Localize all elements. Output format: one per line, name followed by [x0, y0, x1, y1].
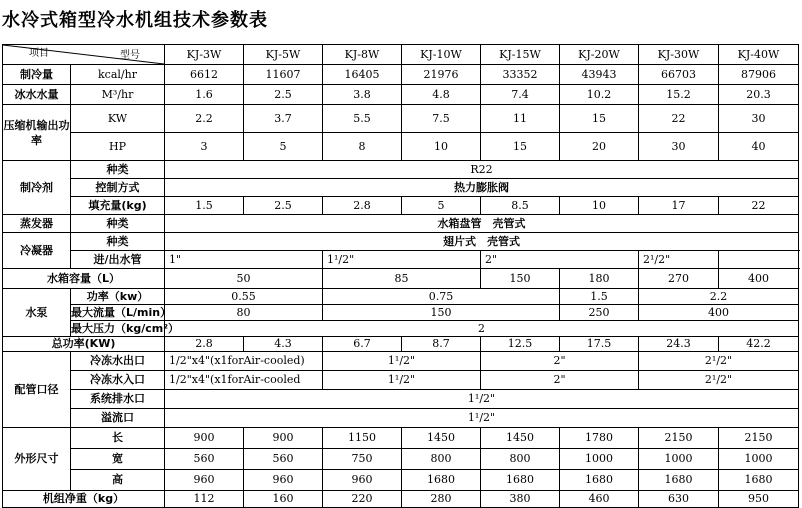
sub-label: 宽: [71, 449, 165, 470]
spec-table: [2, 44, 799, 508]
table-cell: 1¹/2": [165, 409, 799, 428]
sub-label: 冷冻水出口: [71, 352, 165, 371]
table-cell: 1780: [560, 428, 639, 449]
sub-label: 功率（kw）: [71, 289, 165, 305]
table-cell: 水箱盘管 壳管式: [165, 215, 799, 233]
table-cell: 11: [481, 105, 560, 133]
table-cell: 7.5: [402, 105, 481, 133]
table-cell: 400: [719, 269, 799, 289]
table-cell: 2.2: [639, 289, 799, 305]
row-label: 蒸发器: [3, 215, 71, 233]
table-cell: 1/2"x4"(x1forAir-cooled: [165, 371, 323, 390]
table-cell: 2¹/2": [639, 251, 719, 269]
table-cell: 2150: [639, 428, 719, 449]
pump-power-row: [3, 289, 799, 305]
tank-row: [3, 269, 799, 289]
table-cell: 50: [165, 269, 323, 289]
sub-label: 最大压力（kg/cm²）: [71, 321, 180, 335]
table-cell: 560: [244, 449, 323, 470]
sub-label: 溢流口: [71, 409, 165, 428]
table-cell: 21976: [402, 65, 481, 85]
evaporator-row: [3, 215, 799, 233]
table-cell: 1000: [560, 449, 639, 470]
pump-pressure-row: [3, 321, 799, 337]
table-cell: 1.5: [165, 197, 244, 215]
table-cell: 2": [481, 371, 639, 390]
table-cell: 2": [481, 251, 639, 269]
dimensions-width-row: [3, 449, 799, 470]
table-cell: 6612: [165, 65, 244, 85]
table-cell: 1¹/2": [323, 352, 481, 371]
table-cell: 1000: [719, 449, 799, 470]
table-cell: 2150: [719, 428, 799, 449]
table-cell: 1": [165, 251, 323, 269]
table-cell: 150: [323, 305, 560, 321]
table-cell: 翅片式 壳管式: [165, 233, 799, 251]
item-label: 项目: [29, 48, 49, 59]
cooling-row: [3, 65, 799, 85]
table-cell: 1¹/2": [165, 390, 799, 409]
table-cell: 1680: [639, 470, 719, 491]
table-cell: 10: [560, 197, 639, 215]
table-cell: 4.8: [402, 85, 481, 105]
table-cell: 80: [165, 305, 323, 321]
row-label: 水泵: [3, 289, 71, 337]
sub-label: 填充量(kg): [71, 197, 165, 215]
table-cell: 900: [244, 428, 323, 449]
row-label: 配管口径: [3, 352, 71, 428]
table-cell: 3.7: [244, 105, 323, 133]
sub-label: 冷冻水入口: [71, 371, 165, 390]
table-cell: 66703: [639, 65, 719, 85]
piping-outlet-row: [3, 352, 799, 371]
model-header: KJ-5W: [244, 45, 323, 65]
header-diagonal-cell: [3, 45, 165, 65]
row-label: 水箱容量（L）: [3, 269, 165, 289]
table-cell: 12.5: [481, 337, 560, 352]
row-label: 外形尺寸: [3, 428, 71, 491]
table-cell: 1680: [481, 470, 560, 491]
table-cell: 22: [719, 197, 799, 215]
row-label: 冷凝器: [3, 233, 71, 269]
sub-label: 最大流量（L/min）: [71, 305, 172, 319]
row-label: 制冷剂: [3, 161, 71, 215]
table-cell: 800: [402, 449, 481, 470]
table-cell: 16405: [323, 65, 402, 85]
chilled-water-row: [3, 85, 799, 105]
table-cell: 33352: [481, 65, 560, 85]
model-header: KJ-3W: [165, 45, 244, 65]
table-cell: 280: [402, 491, 481, 508]
weight-row: [3, 491, 799, 508]
sub-label: 高: [71, 470, 165, 491]
table-cell: 400: [639, 305, 799, 321]
table-cell: 2.5: [244, 197, 323, 215]
table-cell: 42.2: [719, 337, 799, 352]
page-title: 水冷式箱型冷水机组技术参数表: [2, 10, 268, 31]
piping-inlet-row: [3, 371, 799, 390]
table-cell: 20: [560, 133, 639, 161]
table-cell: 24.3: [639, 337, 719, 352]
sub-label: 种类: [71, 161, 165, 179]
table-cell: 17.5: [560, 337, 639, 352]
table-cell: R22: [165, 161, 799, 179]
sub-label: 长: [71, 428, 165, 449]
table-cell: 10: [402, 133, 481, 161]
table-cell: 11607: [244, 65, 323, 85]
model-header: KJ-30W: [639, 45, 719, 65]
table-cell: 6.7: [323, 337, 402, 352]
compressor-hp-row: [3, 133, 799, 161]
sub-label: 控制方式: [71, 179, 165, 197]
table-cell: 1450: [402, 428, 481, 449]
table-cell: 5: [402, 197, 481, 215]
table-cell: 270: [639, 269, 719, 289]
table-cell: 1¹/2": [323, 371, 481, 390]
model-header: KJ-8W: [323, 45, 402, 65]
table-cell: 220: [323, 491, 402, 508]
model-header: KJ-15W: [481, 45, 560, 65]
model-label: 型号: [120, 50, 140, 61]
table-cell: 5: [244, 133, 323, 161]
table-cell: 10.2: [560, 85, 639, 105]
model-header: KJ-40W: [719, 45, 799, 65]
table-cell: 2¹/2": [639, 352, 799, 371]
table-cell: 2": [481, 352, 639, 371]
table-cell: 8.7: [402, 337, 481, 352]
table-cell: [719, 251, 799, 269]
table-cell: 1¹/2": [323, 251, 481, 269]
table-cell: 630: [639, 491, 719, 508]
table-cell: 2: [165, 321, 799, 337]
table-cell: 热力膨胀阀: [165, 179, 799, 197]
sub-label: 系统排水口: [71, 390, 165, 409]
table-cell: 950: [719, 491, 799, 508]
table-cell: 560: [165, 449, 244, 470]
table-cell: 800: [481, 449, 560, 470]
table-cell: 1680: [560, 470, 639, 491]
table-cell: 960: [165, 470, 244, 491]
row-label: 压缩机输出功率: [3, 105, 71, 161]
row-label: 总功率(KW): [3, 337, 165, 352]
table-cell: 1.5: [560, 289, 639, 305]
table-cell: 750: [323, 449, 402, 470]
table-cell: 900: [165, 428, 244, 449]
table-cell: 0.55: [165, 289, 323, 305]
table-cell: 1680: [719, 470, 799, 491]
piping-overflow-row: [3, 409, 799, 428]
pump-flow-row: [3, 305, 799, 321]
condenser-pipe-row: [3, 251, 799, 269]
row-label: 制冷量: [3, 65, 71, 85]
unit-label: KW: [71, 105, 165, 133]
sub-label: 种类: [71, 233, 165, 251]
table-cell: 2¹/2": [639, 371, 799, 390]
table-cell: 30: [639, 133, 719, 161]
table-cell: 180: [560, 269, 639, 289]
model-header: KJ-10W: [402, 45, 481, 65]
table-cell: 2.8: [323, 197, 402, 215]
dimensions-length-row: [3, 428, 799, 449]
table-cell: 1150: [323, 428, 402, 449]
table-cell: 2.2: [165, 105, 244, 133]
total-power-row: [3, 337, 799, 352]
table-cell: 150: [481, 269, 560, 289]
unit-label: kcal/hr: [71, 65, 165, 85]
table-cell: 3: [165, 133, 244, 161]
table-cell: 460: [560, 491, 639, 508]
table-cell: 380: [481, 491, 560, 508]
table-cell: 1680: [402, 470, 481, 491]
table-cell: 15.2: [639, 85, 719, 105]
unit-label: HP: [71, 133, 165, 161]
table-cell: 40: [719, 133, 799, 161]
table-cell: 160: [244, 491, 323, 508]
sub-label: 种类: [71, 215, 165, 233]
table-cell: 22: [639, 105, 719, 133]
piping-drain-row: [3, 390, 799, 409]
table-cell: 5.5: [323, 105, 402, 133]
table-cell: 85: [323, 269, 481, 289]
table-cell: 250: [560, 305, 639, 321]
table-cell: 87906: [719, 65, 799, 85]
table-cell: 17: [639, 197, 719, 215]
table-cell: 960: [244, 470, 323, 491]
sub-label: 进/出水管: [71, 251, 165, 269]
table-cell: 15: [481, 133, 560, 161]
table-cell: 30: [719, 105, 799, 133]
table-cell: 1450: [481, 428, 560, 449]
row-label: 机组净重（kg）: [3, 491, 165, 508]
table-cell: 4.3: [244, 337, 323, 352]
row-label: 冰水水量: [3, 85, 71, 105]
refrigerant-type-row: [3, 161, 799, 179]
table-cell: 20.3: [719, 85, 799, 105]
table-cell: 0.75: [323, 289, 560, 305]
refrigerant-control-row: [3, 179, 799, 197]
table-cell: 15: [560, 105, 639, 133]
unit-label: M³/hr: [71, 85, 165, 105]
table-cell: 2.5: [244, 85, 323, 105]
model-header: KJ-20W: [560, 45, 639, 65]
table-cell: 960: [323, 470, 402, 491]
table-cell: 3.8: [323, 85, 402, 105]
header-row: [3, 45, 799, 65]
table-cell: 112: [165, 491, 244, 508]
table-cell: 7.4: [481, 85, 560, 105]
table-cell: 1.6: [165, 85, 244, 105]
refrigerant-charge-row: [3, 197, 799, 215]
table-cell: 2.8: [165, 337, 244, 352]
table-cell: 1/2"x4"(x1forAir-cooled): [165, 352, 323, 371]
compressor-kw-row: [3, 105, 799, 133]
table-cell: 43943: [560, 65, 639, 85]
dimensions-height-row: [3, 470, 799, 491]
table-cell: 8: [323, 133, 402, 161]
table-cell: 1000: [639, 449, 719, 470]
table-cell: 8.5: [481, 197, 560, 215]
condenser-type-row: [3, 233, 799, 251]
